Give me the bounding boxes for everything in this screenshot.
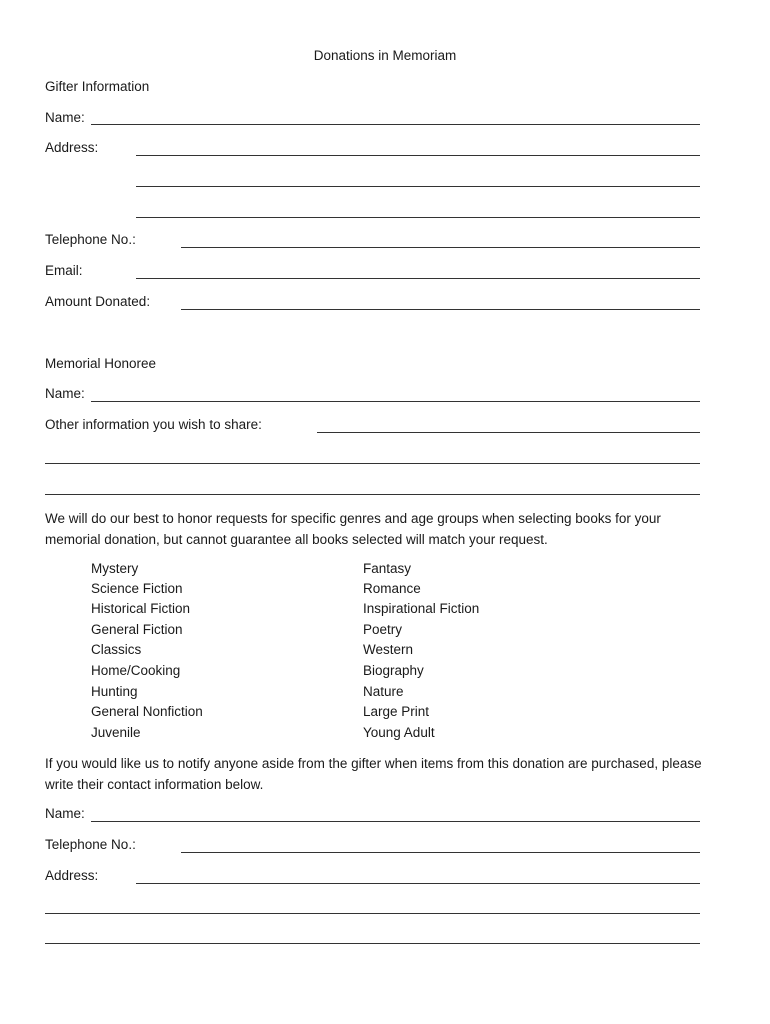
honoree-section-heading: Memorial Honoree [45,356,157,371]
gifter-address-field-line-2[interactable] [136,186,700,187]
genre-item: Home/Cooking [91,663,181,678]
notify-name-field[interactable] [91,821,700,822]
gifter-name-label: Name: [45,110,85,125]
honoree-name-label: Name: [45,386,85,401]
gifter-email-field[interactable] [136,278,700,279]
gifter-amount-label: Amount Donated: [45,294,151,309]
genre-item: Inspirational Fiction [363,601,480,616]
gifter-telephone-label: Telephone No.: [45,232,136,247]
gifter-email-label: Email: [45,263,83,278]
notify-address-field-line-2[interactable] [45,913,700,914]
notify-address-label: Address: [45,868,99,883]
notify-name-label: Name: [45,806,85,821]
genre-item: Poetry [363,622,403,637]
honoree-other-info-label: Other information you wish to share: [45,417,262,432]
gifter-section-heading: Gifter Information [45,79,150,94]
gifter-telephone-field[interactable] [181,247,700,248]
notify-telephone-label: Telephone No.: [45,837,136,852]
genre-item: Historical Fiction [91,601,191,616]
genre-item: Western [363,642,414,657]
gifter-name-field[interactable] [91,124,700,125]
gifter-address-field-line-3[interactable] [136,217,700,218]
genre-item: Classics [91,642,142,657]
genre-item: Juvenile [91,725,141,740]
notify-intro-text: If you would like us to notify anyone aside from the gifter when items from this donation are purchased, please write their contact information below. [45,756,702,792]
genre-item: Science Fiction [91,581,183,596]
notify-telephone-field[interactable] [181,852,700,853]
notify-address-field-line-3[interactable] [45,943,700,944]
honoree-other-info-field-line-3[interactable] [45,494,700,495]
notify-address-field-line-1[interactable] [136,883,700,884]
genre-item: Biography [363,663,424,678]
genre-item: Large Print [363,704,430,719]
honoree-name-field[interactable] [91,401,700,402]
gifter-address-field-line-1[interactable] [136,155,700,156]
genre-item: Fantasy [363,561,412,576]
genre-item: General Nonfiction [91,704,203,719]
genre-item: Nature [363,684,404,699]
genre-item: General Fiction [91,622,183,637]
gifter-amount-field[interactable] [181,309,700,310]
genre-item: Hunting [91,684,138,699]
honoree-other-info-field-line-1[interactable] [317,432,700,433]
gifter-address-label: Address: [45,140,99,155]
honoree-other-info-field-line-2[interactable] [45,463,700,464]
genre-item: Mystery [91,561,139,576]
genre-item: Young Adult [363,725,435,740]
genres-intro-text: We will do our best to honor requests for specific genres and age groups when selecting books for your memorial donation, but cannot guarantee all books selected will match your request. [45,511,661,547]
page-title: Donations in Memoriam [313,48,457,63]
genre-item: Romance [363,581,421,596]
